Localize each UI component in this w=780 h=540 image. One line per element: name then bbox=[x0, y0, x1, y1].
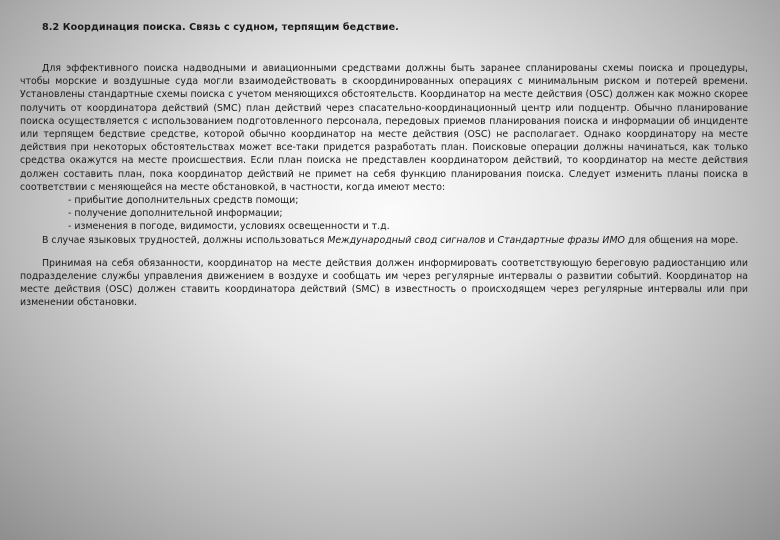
paragraph-reporting: Принимая на себя обязанности, координатор на месте действия должен информировать соответствующую береговую радиостанцию или подразделение службы управления движением в воздухе и сообщать им через регулярные интервалы о развитии событий. Координатор на месте действия (OSC) должен ставить координатора действий (SMC) в известность о происходящем через регулярные интервалы или при изменении обстановки. bbox=[20, 257, 748, 309]
paragraph-search-planning: Для эффективного поиска надводными и авиационными средствами должны быть заранее спланированы схемы поиска и процедуры, чтобы морские и воздушные суда могли взаимодействовать в скоординированных операциях с минимальным риском и потерей времени. Установлены стандартные схемы поиска с учетом меняющихся обстоятельств. Координатор на месте действия (OSC) должен как можно скорее получить от координатора действий (SMC) план действий через спасательно-координационный центр или подцентр. Обычно планирование поиска осуществляется с использованием подготовленного персонала, передовых приемов планирования поиска и информации об инциденте или терпящем бедствие средстве, которой обычно координатор на месте действия (OSC) не располагает. Однако координатору на месте действия при некоторых обстоятельствах может все-таки придется разработать план. Поисковые операции должны начинаться, как только средства окажутся на месте происшествия. Если план поиска не представлен координатором действий, то координатор на месте действия должен составить план, пока координатор действий не примет на себя функцию планирования поиска. Следует изменить планы поиска в соответствии с меняющейся на месте обстановкой, в частности, когда имеют место: bbox=[20, 63, 748, 193]
list-item: - изменения в погоде, видимости, условиях освещенности и т.д. bbox=[68, 221, 390, 233]
imo-phrases-title: Стандартные фразы ИМО bbox=[497, 234, 625, 246]
body-content bbox=[20, 62, 748, 310]
section-heading: 8.2 Координация поиска. Связь с судном, терпящим бедствие. bbox=[42, 22, 399, 33]
circumstances-list bbox=[20, 194, 748, 234]
paragraph-language bbox=[20, 234, 748, 247]
text-segment: и bbox=[485, 234, 498, 246]
list-item: - прибытие дополнительных средств помощи; bbox=[68, 195, 299, 207]
text-segment: В случае языковых трудностей, должны использоваться bbox=[42, 234, 328, 246]
signal-code-title: Международный свод сигналов bbox=[327, 234, 486, 246]
list-item: - получение дополнительной информации; bbox=[68, 208, 283, 220]
text-segment: для общения на море. bbox=[624, 234, 739, 246]
